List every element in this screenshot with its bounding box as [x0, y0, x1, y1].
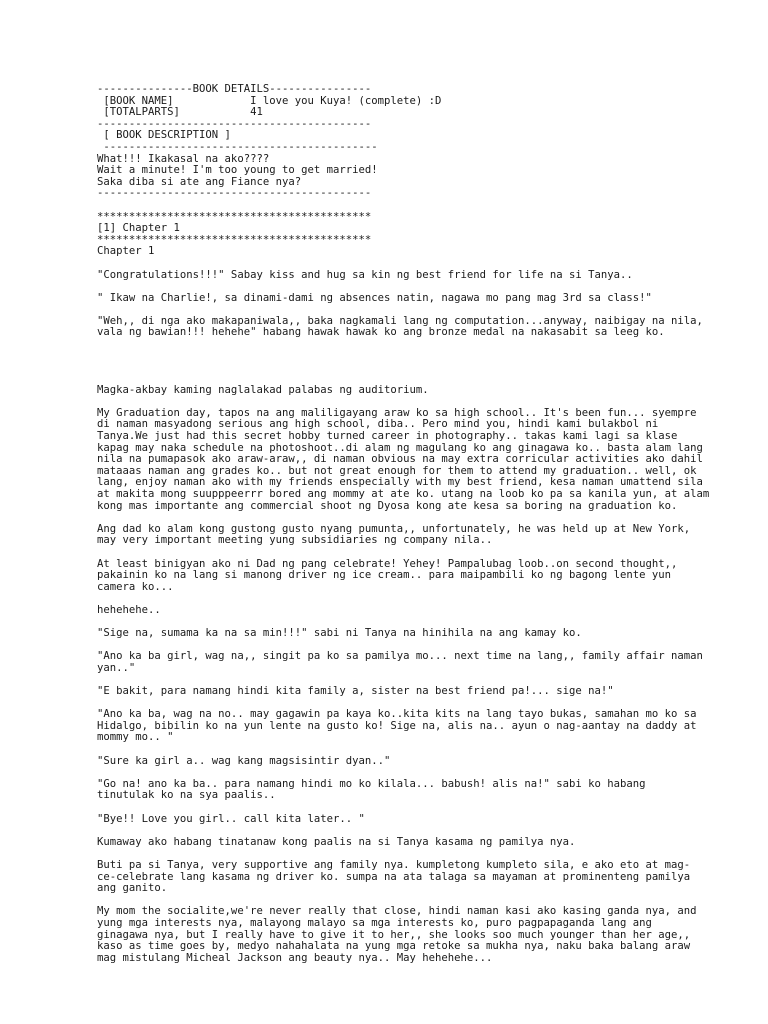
- paragraph: "E bakit, para namang hindi kita family a, sister na best friend pa!... sige na!": [97, 685, 614, 698]
- chapter-line: [1] Chapter 1: [97, 222, 180, 235]
- paragraph: hehehehe..: [97, 603, 161, 616]
- chapter-line: Chapter 1: [97, 245, 155, 258]
- paragraph: Magka-akbay kaming naglalakad palabas ng auditorium.: [97, 383, 429, 396]
- document-page: [97, 84, 745, 976]
- details-line: -------------------------------------------: [97, 187, 372, 200]
- paragraph: At least binigyan ako ni Dad ng pang celebrate! Yehey! Pampalubag loob..on second thought,, pakainin ko na lang si manong driver ng ice cream.. para maipambili ko ng bagong lente yun camera ko...: [97, 557, 678, 593]
- blank-gap: [97, 351, 745, 385]
- paragraph: "Weh,, di nga ako makapaniwala,, baka nagkamali lang ng computation...anyway, naibigay na nila, vala ng bawian!!! hehehe" habang hawak hawak ko ang bronze medal na nakasabit sa leeg ko.: [97, 314, 703, 339]
- chapter-header: [97, 212, 745, 258]
- details-line: ---------------BOOK DETAILS----------------: [97, 83, 372, 95]
- details-line: -------------------------------------------: [97, 140, 378, 153]
- paragraph: "Congratulations!!!" Sabay kiss and hug sa kin ng best friend for life na si Tanya..: [97, 268, 633, 281]
- paragraph: "Go na! ano ka ba.. para namang hindi mo ko kilala... babush! alis na!" sabi ko habang tinutulak ko na sya paalis..: [97, 777, 646, 802]
- details-line: -------------------------------------------: [97, 117, 372, 130]
- paragraph: My Graduation day, tapos na ang maliligayang araw ko sa high school.. It's been fun... syempre di naman masyadong serious ang high school, diba.. Pero mind you, hindi kami bulakbol ni Tanya.We just had this secret hobby turned career in photography.. takas kami lagi sa klase kapag may naka schedule na photoshoot..di alam ng magulang ko ang ginagawa ko.. basta alam lang nila na pumapasok ako araw-araw,, di naman obvious na may extra corricular activities ako dahil mataaas naman ang grades ko.. but not great enough for them to attend my graduation.. well, ok lang, enjoy naman ako with my friends enspecially with my best friend, kesa naman umattend sila at makita mong suupppeerrr bored ang mommy at ate ko. utang na loob ko pa sa kanila yun, at alam kong mas importante ang commercial shoot ng Dyosa kong ate kesa sa boring na graduation ko.: [97, 406, 710, 512]
- paragraph: Ang dad ko alam kong gustong gusto nyang pumunta,, unfortunately, he was held up at New York, may very important meeting yung subsidiaries ng company nila..: [97, 522, 691, 547]
- paragraph: "Ano ka ba girl, wag na,, singit pa ko sa pamilya mo... next time na lang,, family affair naman yan..": [97, 650, 703, 674]
- details-line: What!!! Ikakasal na ako????: [97, 152, 270, 165]
- paragraph: My mom the socialite,we're never really that close, hindi naman kasi ako kasing ganda nya, and yung mga interests nya, malayong malayo sa mga interests ko, puro pagpapaganda lang ang ginagawa nya, but I really have to give it to her,, she looks soo much younger than her age,, kaso as time goes by, medyo nahahalata na yung mga retoke sa mukha nya, naku baka balang araw mag mistulang Micheal Jackson ang beauty nya.. May hehehehe...: [97, 905, 697, 964]
- details-line: [TOTALPARTS] 41: [97, 106, 263, 119]
- details-line: [BOOK NAME] I love you Kuya! (complete) :D: [97, 94, 442, 107]
- paragraph: "Sige na, sumama ka na sa min!!!" sabi ni Tanya na hinihila na ang kamay ko.: [97, 627, 582, 640]
- paragraph: Buti pa si Tanya, very supportive ang family nya. kumpletong kumpleto sila, e ako eto at mag- ce-celebrate lang kasama ng driver ko. sumpa na ata talaga sa mayaman at prominenteng pamilya ang ganito.: [97, 859, 691, 895]
- paragraph: "Ano ka ba, wag na no.. may gagawin pa kaya ko..kita kits na lang tayo bukas, samahan mo ko sa Hidalgo, bibilin ko na yun lente na gusto ko! Sige na, alis na.. ayun o nag-aantay na daddy at mommy mo.. ": [97, 708, 697, 744]
- chapter-body: [97, 270, 745, 965]
- paragraph: "Sure ka girl a.. wag kang magsisintir dyan..": [97, 754, 391, 767]
- details-line: [ BOOK DESCRIPTION ]: [97, 129, 231, 142]
- chapter-line: *******************************************: [97, 210, 372, 223]
- details-line: Wait a minute! I'm too young to get married!: [97, 164, 378, 177]
- chapter-line: *******************************************: [97, 233, 372, 246]
- book-details-block: [97, 84, 745, 200]
- paragraph: "Bye!! Love you girl.. call kita later.. ": [97, 812, 365, 825]
- paragraph: " Ikaw na Charlie!, sa dinami-dami ng absences natin, nagawa mo pang mag 3rd sa class!": [97, 291, 652, 304]
- details-line: Saka diba si ate ang Fiance nya?: [97, 175, 302, 188]
- paragraph: Kumaway ako habang tinatanaw kong paalis na si Tanya kasama ng pamilya nya.: [97, 835, 576, 848]
